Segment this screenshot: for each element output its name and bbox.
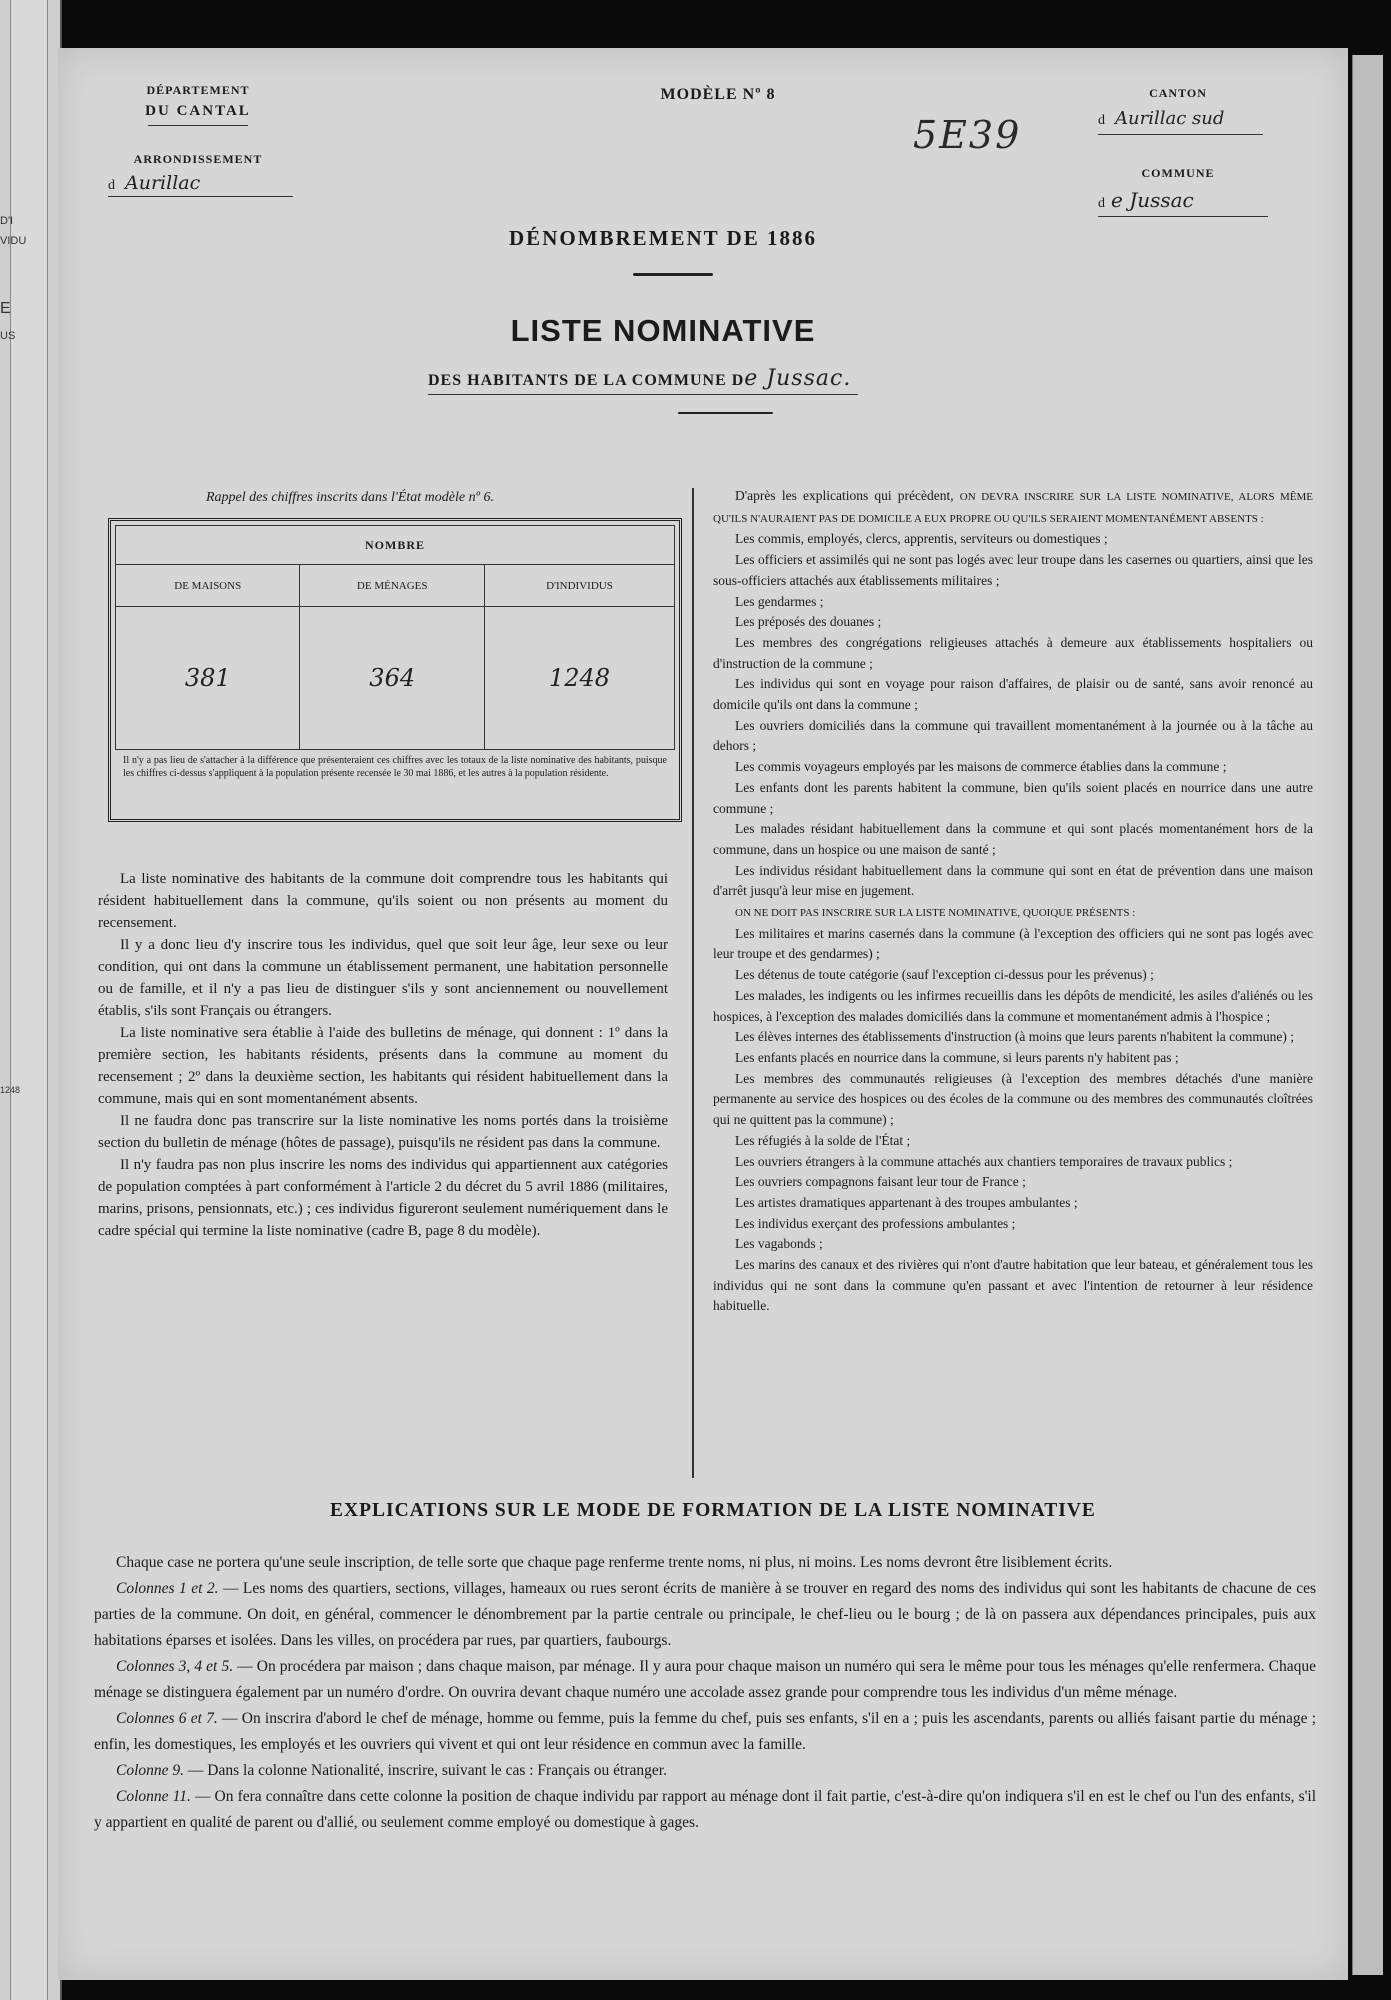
binding-tab: VIDU bbox=[0, 235, 27, 247]
explication-label: Colonnes 6 et 7. bbox=[116, 1710, 218, 1727]
canton-handwritten: Aurillac sud bbox=[1115, 108, 1225, 129]
arrondissement-label: ARRONDISSEMENT bbox=[133, 152, 263, 166]
explications-body bbox=[94, 1550, 1316, 1836]
divider bbox=[148, 125, 248, 126]
ornament bbox=[678, 412, 773, 414]
ne-pas-item: Les élèves internes des établissements d'instruction (à moins que leurs parents n'habitent la commune) ; bbox=[735, 1029, 1294, 1045]
arrondissement-prefix: d bbox=[108, 178, 115, 193]
column-separator bbox=[692, 488, 694, 1478]
left-instructions bbox=[98, 868, 668, 1242]
arrondissement-handwritten: Aurillac bbox=[125, 172, 201, 194]
nombre-header: NOMBRE bbox=[116, 526, 675, 565]
explication-text: — Dans la colonne Nationalité, inscrire, suivant le cas : Français ou étranger. bbox=[187, 1762, 667, 1779]
binding-tab: US bbox=[0, 330, 16, 342]
denombrement-title: DÉNOMBREMENT DE 1886 bbox=[509, 226, 817, 250]
left-paragraph: La liste nominative sera établie à l'aide des bulletins de ménage, qui donnent : 1º dans la première section, les habitants résidents, présents dans la commune au moment du recensement ; 2º dans la deuxième section, les habitants qui résident habituellement dans la commune, mais qui en sont momentanément absents. bbox=[98, 1025, 668, 1107]
right-intro-caps: ON DEVRA INSCRIRE SUR LA LISTE NOMINATIVE, ALORS MÊME QU'ILS N'AURAIENT PAS DE DOMICILE A EUX PROPRE OU QU'ILS SERAIENT MOMENTANÉMENT ABSENTS : bbox=[713, 491, 1314, 525]
inscrire-item: Les commis, employés, clercs, apprentis, serviteurs ou domestiques ; bbox=[735, 531, 1108, 547]
binding-tab: 1248 bbox=[0, 1085, 21, 1095]
inscrire-item: Les ouvriers domiciliés dans la commune qui travaillent momentanément à la journée ou à la tâche au dehors ; bbox=[713, 717, 1313, 754]
menages-value: 364 bbox=[300, 606, 484, 749]
modele-number: MODÈLE Nº 8 bbox=[660, 86, 776, 103]
ne-pas-item: Les détenus de toute catégorie (sauf l'exception ci-dessus pour les prévenus) ; bbox=[735, 967, 1154, 983]
explication-text: — On inscrira d'abord le chef de ménage, homme ou femme, puis la femme du chef, puis ses enfants, s'il en a ; puis les ascendants, parents ou alliés faisant partie du ménage ; enfin, les domestiques, les employés et les ouvriers qui vivent et qui ont leur résidence en commun avec la famille. bbox=[94, 1710, 1317, 1753]
liste-nominative-title: LISTE NOMINATIVE bbox=[510, 313, 816, 348]
ne-pas-item: Les réfugiés à la solde de l'État ; bbox=[735, 1132, 911, 1148]
commune-label: COMMUNE bbox=[1141, 166, 1215, 180]
inscrire-item: Les individus résidant habituellement dans la commune qui sont en état de prévention dans une maison d'arrêt jusqu'à leur mise en jugement. bbox=[713, 862, 1313, 899]
canton-label: CANTON bbox=[1149, 86, 1207, 100]
page-edge bbox=[1352, 55, 1383, 1975]
departement-value: DU CANTAL bbox=[145, 103, 251, 119]
col-individus-header: D'INDIVIDUS bbox=[484, 565, 674, 607]
maisons-value: 381 bbox=[116, 606, 300, 749]
ne-pas-item: Les malades, les indigents ou les infirmes recueillis dans les dépôts de mendicité, les asiles d'aliénés ou les hospices, à l'exception des malades domiciliés dans la commune et momentanément admis à l'hospice ; bbox=[713, 987, 1313, 1024]
ne-pas-item: Les ouvriers étrangers à la commune attachés aux chantiers temporaires de travaux publics ; bbox=[735, 1153, 1233, 1169]
departement-label: DÉPARTEMENT bbox=[146, 83, 250, 97]
ne-pas-heading bbox=[713, 902, 1313, 924]
individus-value: 1248 bbox=[484, 606, 674, 749]
explication-label: Colonnes 3, 4 et 5. bbox=[116, 1658, 234, 1675]
inscrire-item: Les membres des congrégations religieuses attachés à demeure aux établissements hospitaliers ou d'instruction de la commune ; bbox=[713, 634, 1313, 671]
rappel-box bbox=[108, 518, 682, 822]
explication-item bbox=[94, 1706, 1316, 1758]
explication-label: Colonnes 1 et 2. bbox=[116, 1580, 219, 1597]
right-intro-text: D'après les explications qui précèdent, bbox=[735, 488, 954, 503]
col-maisons-header: DE MAISONS bbox=[116, 565, 300, 607]
explications-title: EXPLICATIONS SUR LE MODE DE FORMATION DE LA LISTE NOMINATIVE bbox=[330, 1500, 1096, 1521]
explication-item bbox=[94, 1784, 1316, 1836]
explication-item bbox=[94, 1576, 1316, 1654]
inscrire-item: Les officiers et assimilés qui ne sont pas logés avec leur troupe dans les casernes ou quartiers, ainsi que les sous-officiers attachés aux établissements militaires ; bbox=[713, 552, 1313, 588]
commune-handwritten: e Jussac bbox=[1111, 188, 1194, 212]
commune-name-handwritten: e Jussac. bbox=[744, 366, 852, 391]
habitants-line bbox=[428, 366, 858, 395]
ne-pas-item: Les marins des canaux et des rivières qui n'ont d'autre habitation que leur bateau, et généralement tous les individus qui ne sont dans la commune qu'en passant et avec l'intention de retourner à leur résidence habituelle. bbox=[713, 1257, 1313, 1314]
ne-pas-list bbox=[713, 924, 1313, 1317]
binding-tab: D'I bbox=[0, 215, 14, 227]
ne-pas-item: Les individus exerçant des professions ambulantes ; bbox=[735, 1215, 1016, 1231]
rappel-caption: Rappel des chiffres inscrits dans l'État modèle nº 6. bbox=[206, 490, 494, 505]
inscrire-item: Les préposés des douanes ; bbox=[735, 614, 882, 630]
left-paragraph: Il n'y faudra pas non plus inscrire les noms des individus qui appartiennent aux catégories de population comptées à part conformément à l'article 2 du décret du 5 avril 1886 (militaires, marins, prisons, pensionnats, etc.) ; ces individus figureront seulement numériquement dans le cadre spécial qui termine la liste nominative (cadre B, page 8 du modèle). bbox=[98, 1157, 668, 1239]
ne-pas-item: Les membres des communautés religieuses (à l'exception des membres détachés d'une manière permanente au service des hospices ou des écoles de la commune ou des membres des communautés cloîtrées qui ne quittent pas la commune) ; bbox=[713, 1070, 1313, 1128]
archive-stamp: 5E39 bbox=[913, 113, 1022, 157]
commune-field bbox=[1098, 188, 1268, 217]
explication-text: — Les noms des quartiers, sections, villages, hameaux ou rues seront écrits de manière à se trouver en regard des noms des individus qui sont les habitants de chacune de ces parties de la commune. On doit, en général, commencer le dénombrement par la partie centrale ou principale, le chef-lieu ou le bourg ; de là on passera aux dépendances principales, puis aux habitations éparses et isolées. Dans les villes, on procédera par rues, par quartiers, faubourgs. bbox=[94, 1580, 1317, 1649]
rappel-table bbox=[115, 525, 675, 750]
ne-pas-item: Les ouvriers compagnons faisant leur tour de France ; bbox=[735, 1174, 1026, 1190]
inscrire-item: Les gendarmes ; bbox=[735, 593, 824, 609]
inscrire-item: Les individus qui sont en voyage pour raison d'affaires, de plaisir ou de santé, sans avoir renoncé au domicile qu'ils ont dans la commune ; bbox=[713, 676, 1313, 713]
explication-label: Colonne 9. bbox=[116, 1762, 185, 1779]
canton-field bbox=[1098, 108, 1263, 135]
explication-text: — On procédera par maison ; dans chaque maison, par ménage. Il y aura pour chaque maison un numéro qui sera le même pour tous les ménages qu'elle renfermera. Chaque ménage se distinguera également par un numéro d'ordre. On ouvrira devant chaque numéro une accolade assez grande pour comprendre tous les individus d'un même ménage. bbox=[94, 1658, 1316, 1701]
book-binding bbox=[0, 0, 62, 2000]
left-paragraph: Il y a donc lieu d'y inscrire tous les individus, quel que soit leur âge, leur sexe ou leur condition, qui ont dans la commune un établissement permanent, une habitation personnelle ou de famille, et il n'y a pas lieu de distinguer s'ils y sont anciennement ou nouvellement établis, s'ils sont Français ou étrangers. bbox=[98, 937, 668, 1019]
habitants-label: DES HABITANTS DE LA COMMUNE D bbox=[428, 372, 745, 389]
explication-text: — On fera connaître dans cette colonne la position de chaque individu par rapport au ménage dont il fait partie, c'est-à-dire qu'on indiquera s'il en est le chef ou l'un des enfants, s'il y appartient en qualité de parent ou d'allié, ou seulement comme employé ou domestique à gages. bbox=[94, 1788, 1317, 1831]
explications-intro: Chaque case ne portera qu'une seule inscription, de telle sorte que chaque page renferme trente noms, ni plus, ni moins. Les noms devront être lisiblement écrits. bbox=[116, 1554, 1113, 1571]
ornament bbox=[633, 273, 713, 276]
right-instructions bbox=[713, 486, 1313, 1317]
left-paragraph: Il ne faudra donc pas transcrire sur la liste nominative les noms portés dans la troisième section du bulletin de ménage (hôtes de passage), puisqu'ils ne résident pas dans la commune. bbox=[98, 1113, 668, 1151]
commune-prefix: d bbox=[1098, 196, 1105, 211]
arrondissement-field bbox=[108, 172, 293, 197]
inscrire-item: Les malades résidant habituellement dans la commune et qui sont placés momentanément hors de la commune, dans un hospice ou une maison de santé ; bbox=[713, 821, 1313, 857]
col-menages-header: DE MÉNAGES bbox=[300, 565, 484, 607]
ne-pas-item: Les enfants placés en nourrice dans la commune, si leurs parents n'y habitent pas ; bbox=[735, 1049, 1179, 1065]
census-page bbox=[58, 48, 1348, 1980]
right-intro bbox=[713, 486, 1313, 529]
explication-item bbox=[94, 1758, 1316, 1784]
ne-pas-item: Les artistes dramatiques appartenant à des troupes ambulantes ; bbox=[735, 1194, 1078, 1210]
inscrire-item: Les commis voyageurs employés par les maisons de commerce établies dans la commune ; bbox=[735, 759, 1227, 775]
canton-prefix: d bbox=[1098, 113, 1105, 128]
rappel-note: Il n'y a pas lieu de s'attacher à la différence que présenteraient ces chiffres avec les totaux de la liste nominative des habitants, puisque les chiffres ci-dessus s'appliquent à la population présente recensée le 30 mai 1886, et les autres à la population résidente. bbox=[123, 755, 667, 779]
inscrire-list bbox=[713, 529, 1313, 902]
ne-pas-item: Les militaires et marins casernés dans la commune (à l'exception des officiers qui ne sont pas logés avec leur troupe et des gendarmes) ; bbox=[713, 925, 1313, 962]
explication-label: Colonne 11. bbox=[116, 1788, 191, 1805]
ne-pas-item: Les vagabonds ; bbox=[735, 1236, 823, 1252]
explication-item bbox=[94, 1654, 1316, 1706]
binding-tab: E bbox=[0, 300, 11, 317]
ne-pas-caps: ON NE DOIT PAS INSCRIRE SUR LA LISTE NOMINATIVE, QUOIQUE PRÉSENTS : bbox=[735, 907, 1136, 920]
left-paragraph: La liste nominative des habitants de la commune doit comprendre tous les habitants qui résident habituellement dans la commune, qu'ils soient ou non présents au moment du recensement. bbox=[98, 871, 668, 931]
inscrire-item: Les enfants dont les parents habitent la commune, bien qu'ils soient placés en nourrice dans une autre commune ; bbox=[713, 779, 1313, 816]
